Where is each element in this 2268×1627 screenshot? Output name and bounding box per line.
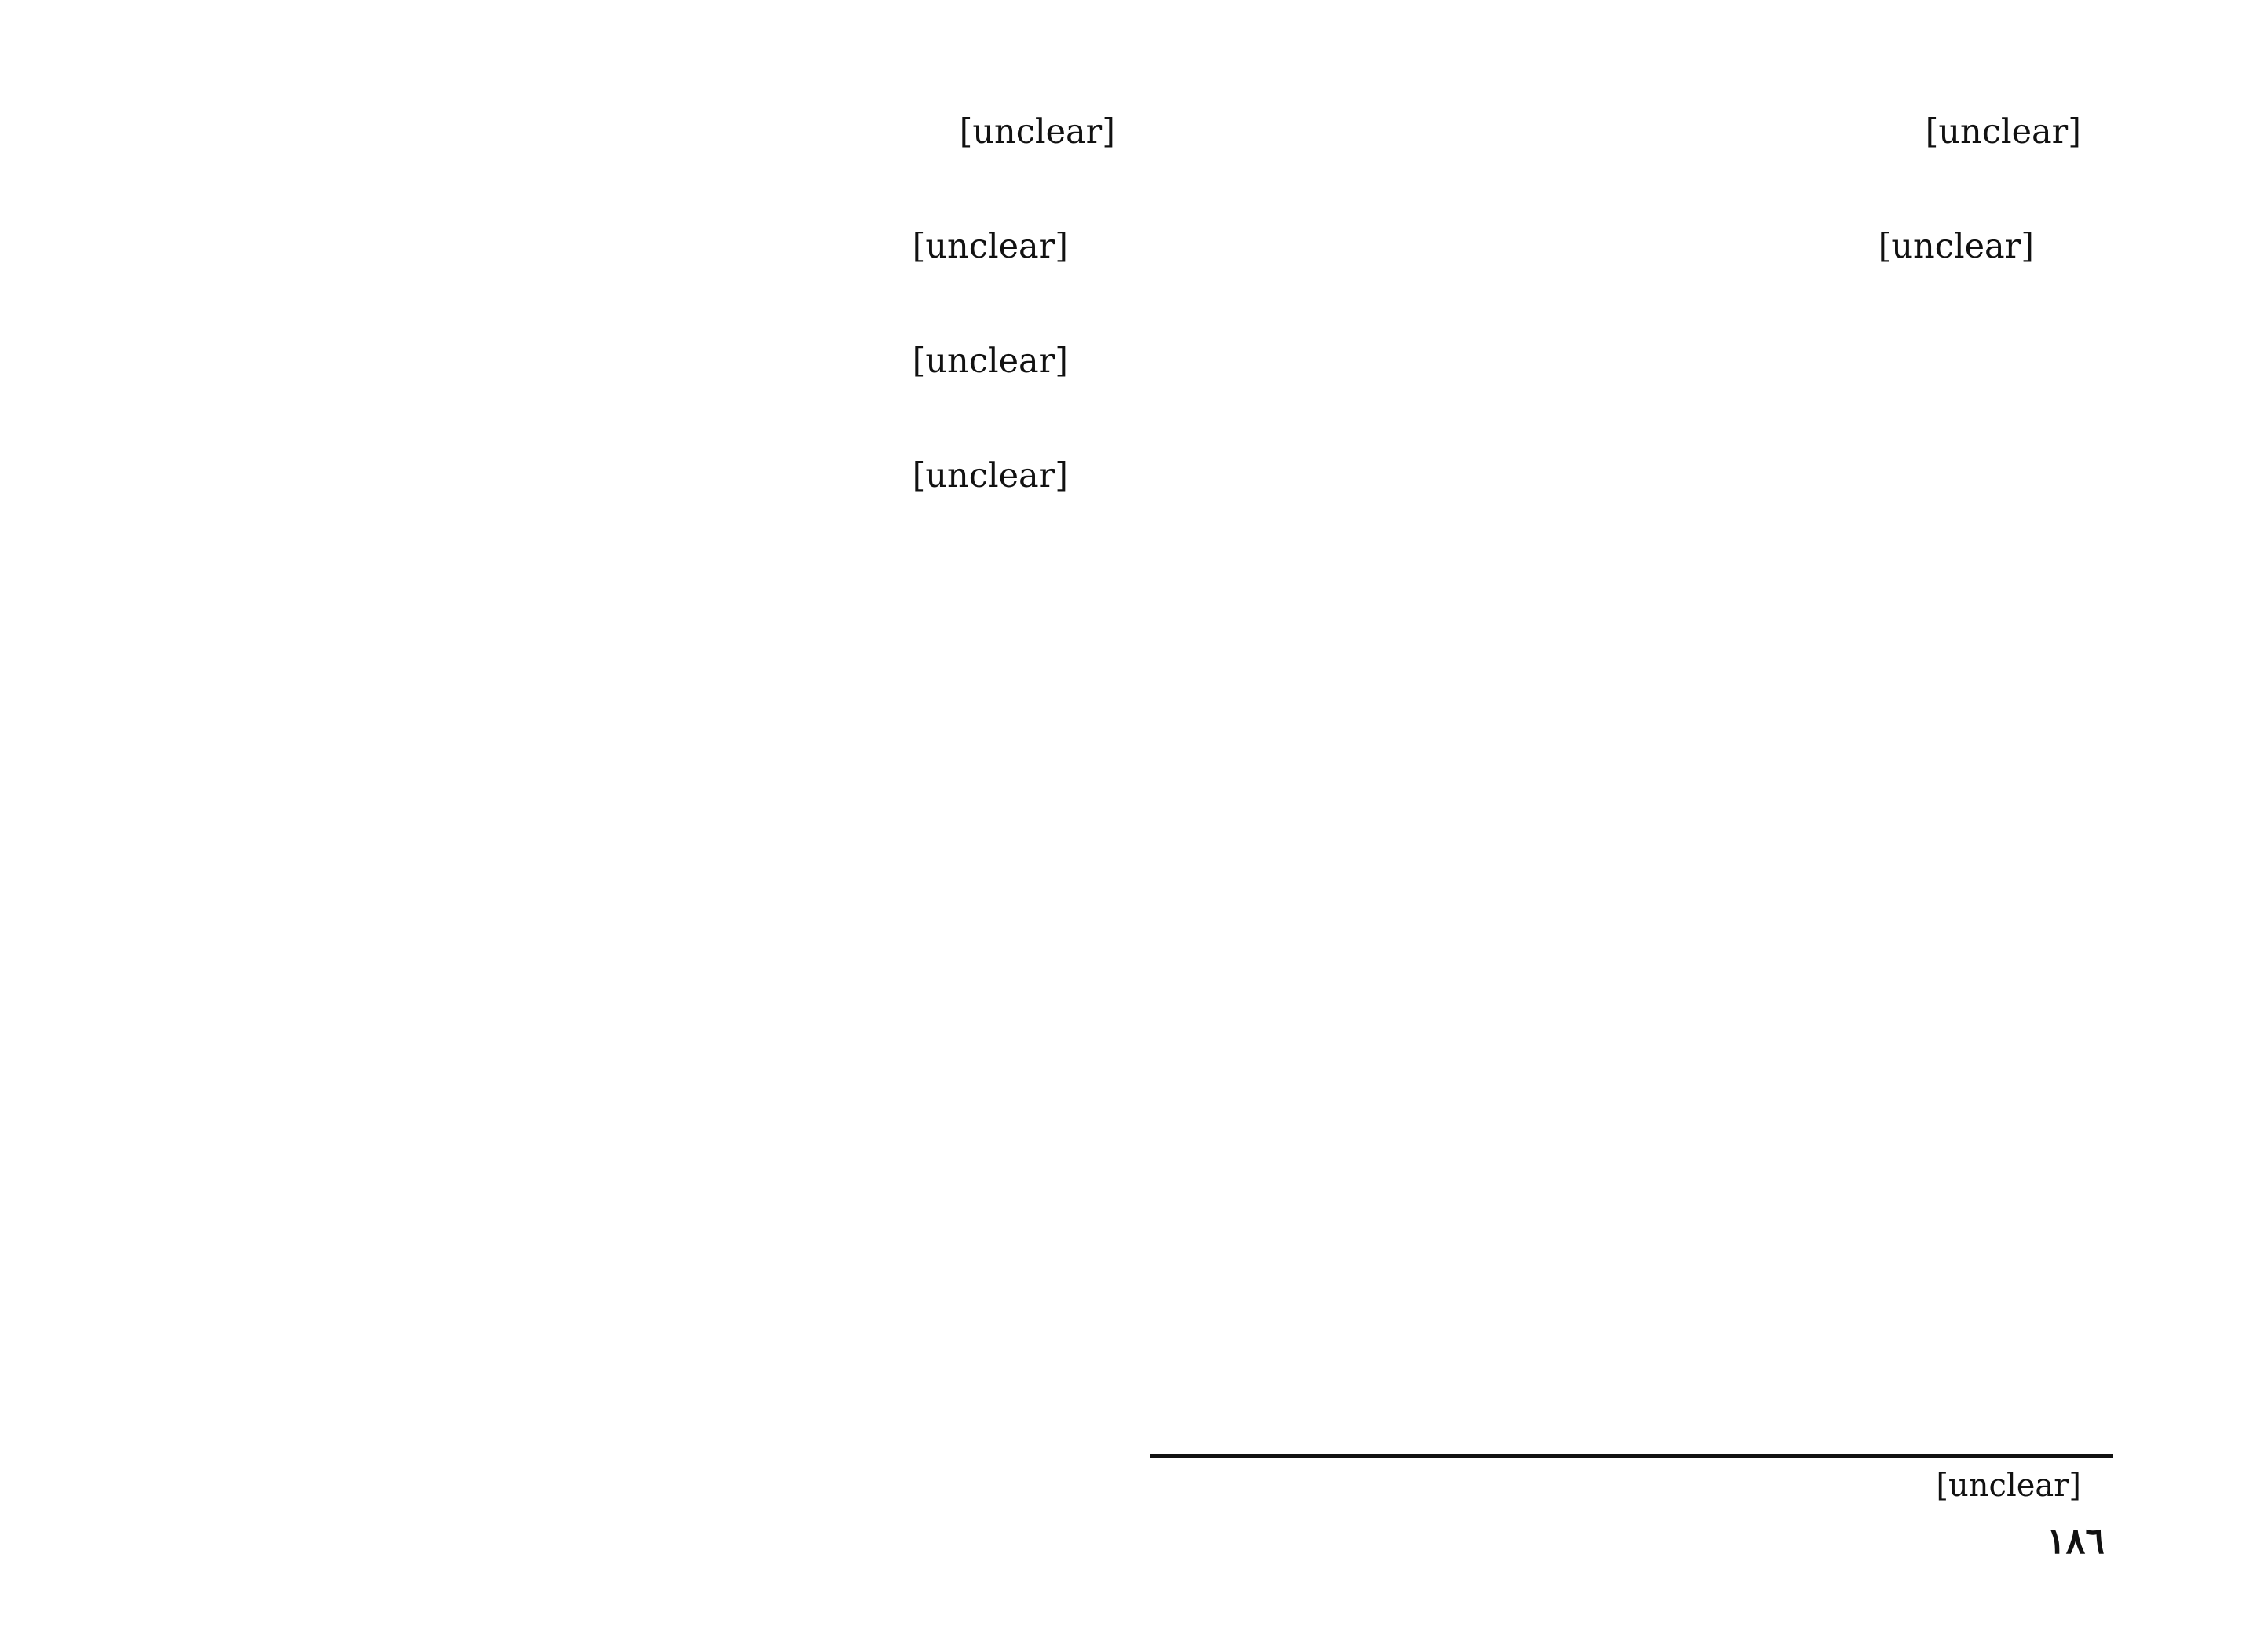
left-paragraph-4: [unclear] [912, 456, 1068, 495]
footnote: [unclear] [1936, 1468, 2081, 1504]
right-paragraph-2: [unclear] [1878, 227, 2034, 266]
right-column [1150, 98, 2081, 327]
page-number: ١٨٦ [2046, 1519, 2105, 1562]
footnote-divider [1150, 1454, 2113, 1458]
left-paragraph-1: [unclear] [959, 112, 1115, 152]
left-paragraph-2: [unclear] [912, 227, 1068, 266]
left-column [185, 98, 1115, 557]
right-paragraph-1: [unclear] [1925, 112, 2081, 152]
left-paragraph-3: [unclear] [912, 342, 1068, 381]
